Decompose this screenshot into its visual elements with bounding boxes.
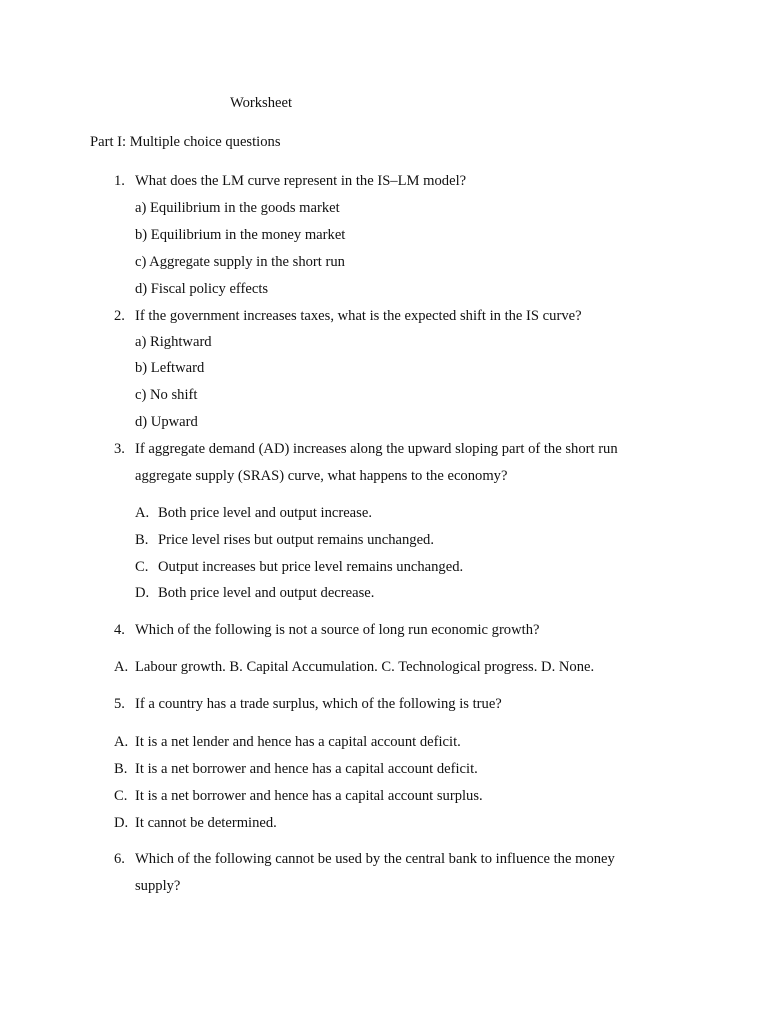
- answer-option: Both price level and output increase.: [158, 505, 372, 521]
- question-text: If a country has a trade surplus, which of the following is true?: [135, 696, 502, 712]
- answer-option: Both price level and output decrease.: [158, 585, 375, 601]
- question-text: Which of the following is not a source of long run economic growth?: [135, 622, 540, 638]
- answer-option: c) No shift: [135, 387, 198, 403]
- answer-option: d) Upward: [135, 414, 198, 430]
- question-text-line: If aggregate demand (AD) increases along the upward sloping part of the short run: [135, 441, 618, 457]
- answer-option: b) Leftward: [135, 360, 205, 376]
- question-number: 5.: [114, 696, 125, 712]
- option-letter: A.: [114, 734, 129, 750]
- option-letter: A.: [135, 505, 150, 521]
- answer-option: c) Aggregate supply in the short run: [135, 254, 345, 270]
- answer-option: It is a net lender and hence has a capital account deficit.: [135, 734, 461, 750]
- answer-option: b) Equilibrium in the money market: [135, 227, 346, 243]
- option-letter: A.: [114, 659, 129, 675]
- option-letter: C.: [135, 559, 149, 575]
- option-letter: B.: [114, 761, 128, 777]
- document-title: Worksheet: [230, 95, 293, 111]
- question-text: What does the LM curve represent in the IS–LM model?: [135, 173, 467, 189]
- answer-option: a) Rightward: [135, 334, 212, 350]
- question-number: 4.: [114, 622, 125, 638]
- question-number: 3.: [114, 441, 125, 457]
- question-text-line: aggregate supply (SRAS) curve, what happens to the economy?: [135, 468, 508, 484]
- answer-option: It is a net borrower and hence has a capital account deficit.: [135, 761, 478, 777]
- question-text-line: supply?: [135, 878, 181, 894]
- answer-option: It cannot be determined.: [135, 815, 277, 831]
- part-heading: Part I: Multiple choice questions: [90, 134, 281, 150]
- question-number: 1.: [114, 173, 125, 189]
- question-number: 6.: [114, 851, 125, 867]
- question-text-line: Which of the following cannot be used by the central bank to influence the money: [135, 851, 615, 867]
- option-letter: D.: [114, 815, 129, 831]
- answer-option: a) Equilibrium in the goods market: [135, 200, 340, 216]
- question-number: 2.: [114, 308, 125, 324]
- option-letter: D.: [135, 585, 150, 601]
- answer-option: d) Fiscal policy effects: [135, 281, 269, 297]
- question-text: If the government increases taxes, what is the expected shift in the IS curve?: [135, 308, 582, 324]
- option-letter: C.: [114, 788, 128, 804]
- answer-option: It is a net borrower and hence has a capital account surplus.: [135, 788, 483, 804]
- answer-option: Price level rises but output remains unchanged.: [158, 532, 434, 548]
- answer-option: Labour growth. B. Capital Accumulation. C. Technological progress. D. None.: [135, 659, 595, 675]
- answer-option: Output increases but price level remains unchanged.: [158, 559, 464, 575]
- option-letter: B.: [135, 532, 149, 548]
